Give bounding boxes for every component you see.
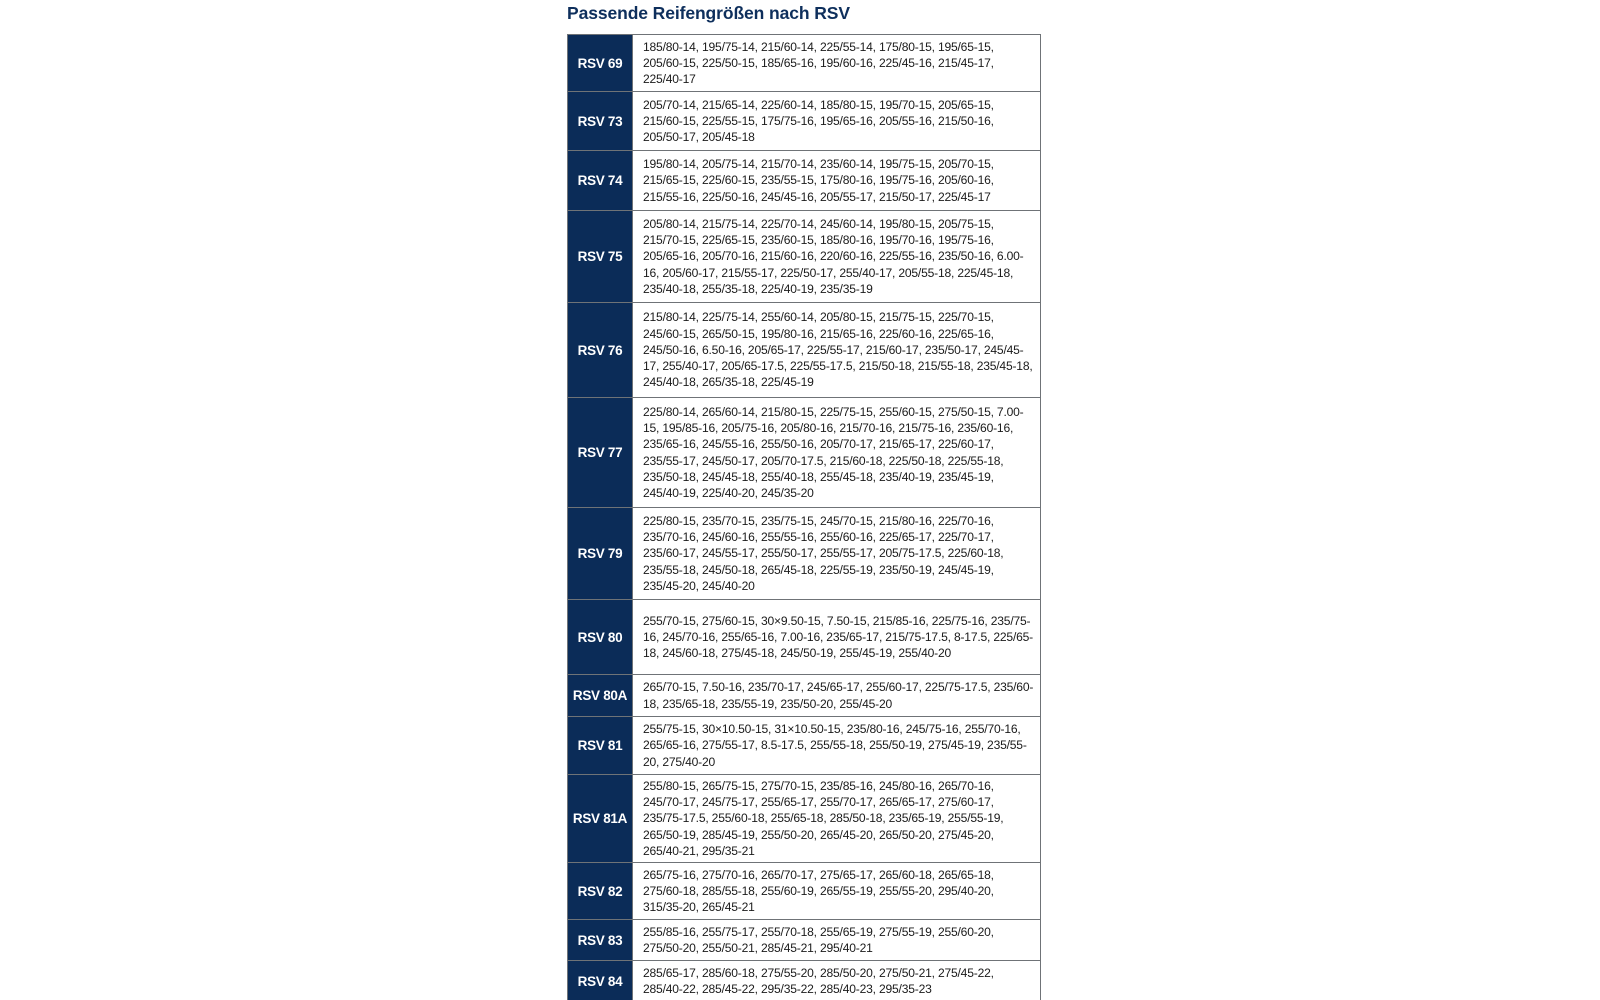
table-row <box>568 398 1041 508</box>
document <box>567 0 1041 1000</box>
rsv-code: RSV 82 <box>568 863 633 920</box>
tire-sizes: 255/80-15, 265/75-15, 275/70-15, 235/85-16, 245/80-16, 265/70-16, 245/70-17, 245/75-17, 255/65-17, 255/70-17, 265/65-17, 275/60-17, 235/75-17.5, 255/60-18, 255/65-18, 285/50-18, 235/65-19, 255/55-19, 265/50-19, 285/45-19, 255/50-20, 265/45-20, 265/50-20, 275/45-20, 265/40-21, 295/35-21 <box>633 775 1041 863</box>
rsv-code: RSV 74 <box>568 151 633 211</box>
table-row <box>568 303 1041 398</box>
tire-sizes: 225/80-15, 235/70-15, 235/75-15, 245/70-15, 215/80-16, 225/70-16, 235/70-16, 245/60-16, 255/55-16, 255/60-16, 225/65-17, 225/70-17, 235/60-17, 245/55-17, 255/50-17, 255/55-17, 205/75-17.5, 225/60-18, 235/55-18, 245/50-18, 265/45-18, 225/55-19, 235/50-19, 245/45-19, 235/45-20, 245/40-20 <box>633 508 1041 600</box>
table-row <box>568 211 1041 303</box>
table-row <box>568 600 1041 675</box>
table-row <box>568 35 1041 92</box>
table-row <box>568 508 1041 600</box>
rsv-code: RSV 83 <box>568 920 633 961</box>
tire-sizes: 195/80-14, 205/75-14, 215/70-14, 235/60-14, 195/75-15, 205/70-15, 215/65-15, 225/60-15, 235/55-15, 175/80-16, 195/75-16, 205/60-16, 215/55-16, 225/50-16, 245/45-16, 205/55-17, 215/50-17, 225/45-17 <box>633 151 1041 211</box>
tire-sizes: 285/65-17, 285/60-18, 275/55-20, 285/50-20, 275/50-21, 275/45-22, 285/40-22, 285/45-22, 295/35-22, 285/40-23, 295/35-23 <box>633 961 1041 1000</box>
page-title: Passende Reifengrößen nach RSV <box>567 3 850 23</box>
table-row <box>568 717 1041 775</box>
tire-sizes: 205/70-14, 215/65-14, 225/60-14, 185/80-15, 195/70-15, 205/65-15, 215/60-15, 225/55-15, 175/75-16, 195/65-16, 205/55-16, 215/50-16, 205/50-17, 205/45-18 <box>633 92 1041 151</box>
table-row <box>568 775 1041 863</box>
table-row <box>568 675 1041 717</box>
table-body <box>568 35 1041 1000</box>
table-row <box>568 961 1041 1000</box>
tire-sizes: 185/80-14, 195/75-14, 215/60-14, 225/55-14, 175/80-15, 195/65-15, 205/60-15, 225/50-15, 185/65-16, 195/60-16, 225/45-16, 215/45-17, 225/40-17 <box>633 35 1041 92</box>
tire-sizes: 205/80-14, 215/75-14, 225/70-14, 245/60-14, 195/80-15, 205/75-15, 215/70-15, 225/65-15, 235/60-15, 185/80-16, 195/70-16, 195/75-16, 205/65-16, 205/70-16, 215/60-16, 220/60-16, 225/55-16, 235/50-16, 6.00-16, 205/60-17, 215/55-17, 225/50-17, 255/40-17, 205/55-18, 225/45-18, 235/40-18, 255/35-18, 225/40-19, 235/35-19 <box>633 211 1041 303</box>
rsv-code: RSV 81 <box>568 717 633 775</box>
rsv-code: RSV 73 <box>568 92 633 151</box>
rsv-code: RSV 79 <box>568 508 633 600</box>
tire-sizes: 265/70-15, 7.50-16, 235/70-17, 245/65-17, 255/60-17, 225/75-17.5, 235/60-18, 235/65-18, 235/55-19, 235/50-20, 255/45-20 <box>633 675 1041 717</box>
table-row <box>568 920 1041 961</box>
rsv-code: RSV 76 <box>568 303 633 398</box>
table-row <box>568 92 1041 151</box>
tire-sizes: 265/75-16, 275/70-16, 265/70-17, 275/65-17, 265/60-18, 265/65-18, 275/60-18, 285/55-18, 255/60-19, 265/55-19, 255/55-20, 295/40-20, 315/35-20, 265/45-21 <box>633 863 1041 920</box>
rsv-code: RSV 75 <box>568 211 633 303</box>
rsv-code: RSV 81A <box>568 775 633 863</box>
rsv-code: RSV 84 <box>568 961 633 1000</box>
rsv-code: RSV 77 <box>568 398 633 508</box>
tire-sizes: 215/80-14, 225/75-14, 255/60-14, 205/80-15, 215/75-15, 225/70-15, 245/60-15, 265/50-15, 195/80-16, 215/65-16, 225/60-16, 225/65-16, 245/50-16, 6.50-16, 205/65-17, 225/55-17, 215/60-17, 235/50-17, 245/45-17, 255/40-17, 205/65-17.5, 225/55-17.5, 215/50-18, 215/55-18, 235/45-18, 245/40-18, 265/35-18, 225/45-19 <box>633 303 1041 398</box>
tire-sizes: 255/85-16, 255/75-17, 255/70-18, 255/65-19, 275/55-19, 255/60-20, 275/50-20, 255/50-21, 285/45-21, 295/40-21 <box>633 920 1041 961</box>
tire-size-table <box>567 34 1041 1000</box>
tire-sizes: 255/70-15, 275/60-15, 30×9.50-15, 7.50-15, 215/85-16, 225/75-16, 235/75-16, 245/70-16, 255/65-16, 7.00-16, 235/65-17, 215/75-17.5, 8-17.5, 225/65-18, 245/60-18, 275/45-18, 245/50-19, 255/45-19, 255/40-20 <box>633 600 1041 675</box>
tire-sizes: 225/80-14, 265/60-14, 215/80-15, 225/75-15, 255/60-15, 275/50-15, 7.00-15, 195/85-16, 205/75-16, 205/80-16, 215/70-16, 215/75-16, 235/60-16, 235/65-16, 245/55-16, 255/50-16, 205/70-17, 215/65-17, 225/60-17, 235/55-17, 245/50-17, 205/70-17.5, 215/60-18, 225/50-18, 225/55-18, 235/50-18, 245/45-18, 255/40-18, 255/45-18, 235/40-19, 235/45-19, 245/40-19, 225/40-20, 245/35-20 <box>633 398 1041 508</box>
table-row <box>568 151 1041 211</box>
rsv-code: RSV 80 <box>568 600 633 675</box>
rsv-code: RSV 69 <box>568 35 633 92</box>
rsv-code: RSV 80A <box>568 675 633 717</box>
table-row <box>568 863 1041 920</box>
tire-sizes: 255/75-15, 30×10.50-15, 31×10.50-15, 235/80-16, 245/75-16, 255/70-16, 265/65-16, 275/55-17, 8.5-17.5, 255/55-18, 255/50-19, 275/45-19, 235/55-20, 275/40-20 <box>633 717 1041 775</box>
